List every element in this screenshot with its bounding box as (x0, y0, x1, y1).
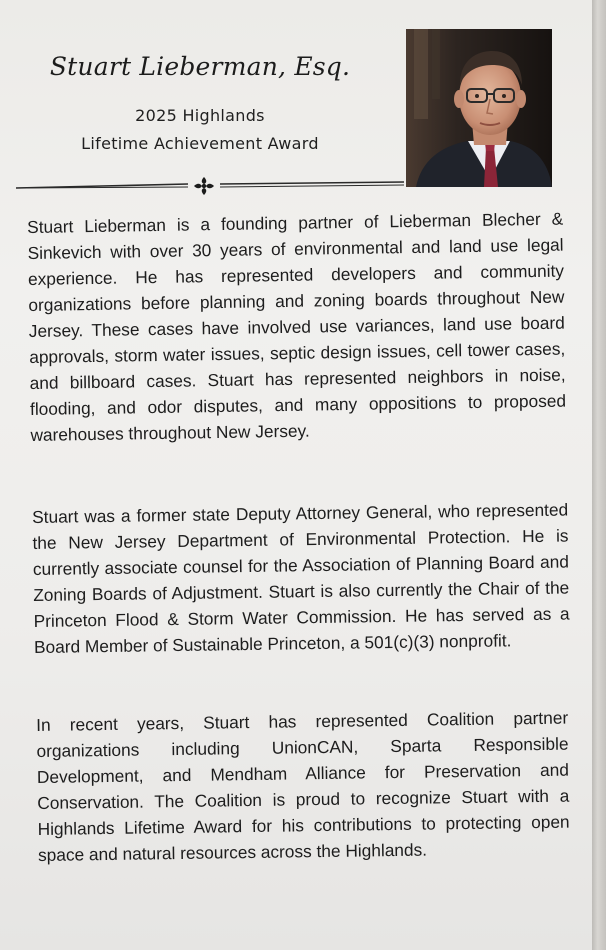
award-title: Lifetime Achievement Award (81, 134, 319, 153)
fleuron-ornament-icon (194, 177, 214, 195)
award-year: 2025 Highlands (135, 106, 265, 125)
bio-paragraph-1: Stuart Lieberman is a founding partner of Lieberman Blecher & Sinkevich with over 30 years of environmental and land use legal experience. He has represented developers and community organizations before planning and zoning boards throughout New Jersey. These cases have involved use variances, land use board approvals, storm water issues, septic design issues, cell tower cases, and billboard cases. Stuart has represented neighbors in noise, flooding, and odor disputes, and many oppositions to proposed warehouses throughout New Jersey. (27, 208, 567, 445)
portrait-photo (406, 29, 552, 187)
page-edge (592, 0, 606, 950)
ornamental-divider (12, 176, 404, 198)
honoree-name: Stuart Lieberman, Esq. (49, 52, 351, 81)
bio-paragraph-3: In recent years, Stuart has represented Coalition partner organizations including UnionCAN, Sparta Responsible Development, and Mendham Alliance for Preservation and Conservation. The Coalition is proud to recognize Stuart with a Highlands Lifetime Award for his contributions to protecting open space and natural resources across the Highlands. (36, 707, 570, 865)
bio-paragraph-2: Stuart was a former state Deputy Attorney General, who represented the New Jersey Department of Environmental Protection. He is currently associate counsel for the Association of Planning Board and Zoning Boards of Adjustment. Stuart is also currently the Chair of the Princeton Flood & Storm Water Commission. He has served as a Board Member of Sustainable Princeton, a 501(c)(3) nonprofit. (32, 499, 570, 657)
